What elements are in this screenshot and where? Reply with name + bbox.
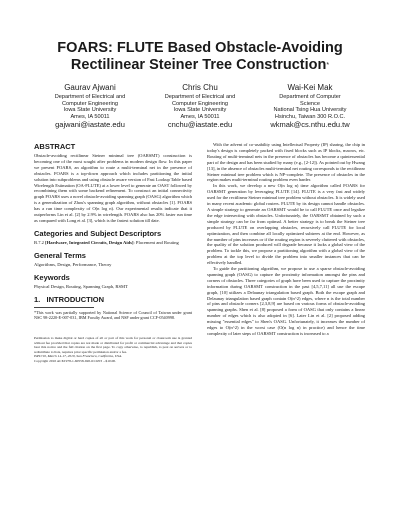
author-1 xyxy=(30,83,150,129)
title-text: FOARS: FLUTE Based Obstacle-Avoiding Rectilinear Steiner Tree Construction xyxy=(57,40,343,73)
author-affiliation-line: Computer Engineering xyxy=(62,100,118,107)
intro-number: 1. xyxy=(34,294,41,304)
author-affiliation-line: Department of Electrical and xyxy=(54,94,126,100)
author-name: Gaurav Ajwani xyxy=(64,83,116,92)
categories-bold: [Hardware, Integrated Circuits, Design Aids] xyxy=(45,239,134,245)
author-affiliation-line: Computer Engineering xyxy=(172,100,228,107)
left-column xyxy=(34,142,192,363)
author-email: wkmak@cs.nthu.edu.tw xyxy=(270,120,350,130)
introduction-heading xyxy=(34,295,192,304)
general-terms-text: Algorithms, Design, Performance, Theory xyxy=(34,261,112,267)
copyright-notice: Permission to make digital or hard copies of all or part of this work for personal or classroom use is granted without fee provided that copies are not made or distributed for profit or commercial advantage and that copies bear this notice and the full citation on the first page. To copy otherwise, to republish, to post on servers or to redistribute to lists, requires prior specific permission and/or a fee. xyxy=(34,336,192,354)
abstract-heading: ABSTRACT xyxy=(34,142,76,151)
paper-title xyxy=(40,40,360,74)
author-email: cnchu@iastate.edu xyxy=(167,120,233,130)
author-affiliation-line: Ames, IA 50011 xyxy=(180,113,220,120)
author-affiliation-line: Hsinchu, Taiwan 300 R.O.C. xyxy=(274,113,346,120)
author-name: Chris Chu xyxy=(182,83,218,92)
footnote-rule xyxy=(34,307,94,308)
categories-code: B.7.2 xyxy=(34,239,46,245)
author-affiliation-line: Iowa State University xyxy=(173,107,227,114)
author-affiliation-line: Ames, IA 50011 xyxy=(70,113,110,120)
venue-line: ISPD'10, March 14-17, 2010, San Francisco, California, USA. xyxy=(34,354,123,358)
categories-text xyxy=(34,240,192,246)
intro-title: INTRODUCTION xyxy=(46,294,105,304)
intro-paragraph-3: To guide the partitioning algorithm, we propose to use a sparse obstacle-avoiding spanning graph (OASG) to capture the proximity information amongst the pins and corners of obstacles. Three categories of graph have been used to capture the proximity information during OARSMT construction in the past [4,5,7,11] all use the escape graph, [10] utilizes a Delaunay triangulation based graph. Both the escape graph and Delaunay triangulation based graph contain O(n^2) edges, where n is the total number of pins and obstacle corners [2,3,8,9] are based on various forms of obstacle-avoiding spanning graphs. Shen et al. [8] proposed a form of OASG that only contains a linear number of edges which is also adopted in [6]. Later Lin et al. [2] proposed adding missing "essential edges" to Shen's OASG. Unfortunately, it increases the number of edges to O(n^2) in the worst case (O(n log n) in practice) and hence the time complexity of later steps of OARSMT construction is increased to a xyxy=(207,266,365,336)
author-3 xyxy=(250,83,370,129)
author-email: gajwani@iastate.edu xyxy=(55,120,125,130)
author-affiliation-line: Science xyxy=(300,100,320,107)
author-2 xyxy=(140,83,260,129)
keywords-heading: Keywords xyxy=(34,272,70,282)
author-name: Wai-Kei Mak xyxy=(287,83,333,92)
copyright-line: Copyright 2010 ACM 978-1-60558-920-6/10/03 ...$10.00. xyxy=(34,358,116,363)
title-footnote-marker: * xyxy=(326,62,330,69)
abstract-text: Obstacle-avoiding rectilinear Steiner minimal tree (OARSMT) construction is becoming one of the most sought after problems in modern design flow. In this paper we present FOARS, an algorithm to route a multi-terminal net in the presence of obstacles. FOARS is a top-down approach which includes partitioning the initial solution into subproblems and using obstacle aware version of Fast Lookup Table based Wirelength Estimation (OA-FLUTE) at a lower level to generate an OAST followed by recombining them with some backend refinement. To construct an initial connectivity graph FOARS uses a novel obstacle-avoiding spanning graph (OASG) algorithm which is a generalization of Zhou's spanning graph algorithm, without obstacles [1]. FOARS has a run time complexity of O(n log n). Our experimental results indicate that it outperforms Lin et al. [2] by 2.9% in wirelength. FOARS also has 20% faster run time as compared with Long et al. [3], which is the fastest solution till date. xyxy=(34,153,192,223)
categories-heading: Categories and Subject Descriptors xyxy=(34,228,162,238)
funding-footnote: *This work was partially supported by National Science of Council of Taiwan under grant NSC 98-2220-E-007-031, IBM Faculty Award, and NSF under grant CCF-0540998. xyxy=(34,309,192,320)
intro-paragraph-2: In this work, we develop a new O(n log n) time algorithm called FOARS for OARSMT generation by leveraging FLUTE [14]. FLUTE is a very fast and widely used for the rectilinear Steiner minimal tree problem without obstacles. It is widely used in many recent academic global routers. FLUTE by its design cannot handle obstacles. A simple strategy to generate an OARSMT would be to call FLUTE once and legalize the edge intersecting with obstacles. Unfortunately, the OARSMT obtained by such a simple strategy can be far from optimal. A better strategy is to break the Steiner tree produced by FLUTE on overlapping obstacles, recursively call FLUTE for local optimization, and then combine all locally optimized subtrees at the end. However, as the number of pins increases or if the routing region is severely cluttered with obstacles, the quality of the solution produced will degrade because it lacks a global view of the problem. To tackle this, we propose a partitioning algorithm with a global view of the problem at the top level to divide the problem into smaller instances that can be effectively handled. xyxy=(207,183,365,266)
keywords-text: Physical Design, Routing, Spanning Graph, RSMT xyxy=(34,283,128,289)
author-block xyxy=(30,83,370,135)
author-affiliation-line: Department of Computer xyxy=(279,94,341,100)
right-column xyxy=(207,142,365,337)
intro-paragraph-1: With the advent of co-usability using Intellectual Property (IP) sharing, the chip in today's design is completely packed with fixed blocks such as IP blocks, macros, etc. Routing of multi-terminal nets in the presence of obstacles has become a quintessential part of the design and has been studied by many (e.g., [2-12]). As pointed out by Hwang [13], in the absence of obstacles multi-terminal net routing corresponds to the rectilinear Steiner minimal tree problem which is NP-complete. The presence of obstacles in the region makes multi-terminal routing problem even harder. xyxy=(207,142,365,183)
categories-rest: : Placement and Routing xyxy=(133,239,179,245)
author-affiliation-line: Iowa State University xyxy=(63,107,117,114)
author-affiliation-line: Department of Electrical and xyxy=(164,94,236,100)
author-affiliation-line: National Tsing Hua University xyxy=(273,107,347,114)
general-terms-heading: General Terms xyxy=(34,250,86,260)
